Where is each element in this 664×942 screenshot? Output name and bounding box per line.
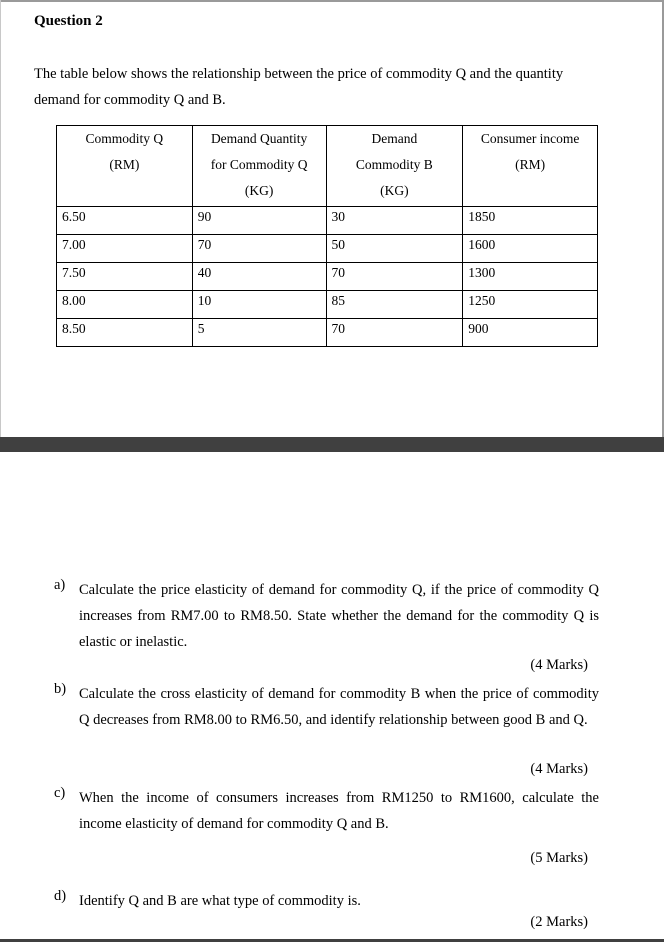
marks-d: (2 Marks) [530,914,588,930]
table-cell: 1850 [463,207,598,235]
table-cell: 90 [192,207,326,235]
table-row [57,263,598,291]
table-row [57,291,598,319]
marks-c: (5 Marks) [530,850,588,866]
question-text: When the income of consumers increases from RM1250 to RM1600, calculate the income elasticity of demand for commodity Q and B. [79,790,599,832]
table-row [57,319,598,347]
page-left-border [0,0,1,440]
header-consumer-income: Consumer income (RM) [463,126,598,207]
table-header-row [57,126,598,207]
question-title: Question 2 [34,13,103,29]
page-top-border [0,0,664,2]
table-cell: 8.50 [57,319,193,347]
table-cell: 40 [192,263,326,291]
table-cell: 1600 [463,235,598,263]
question-letter: c) [54,785,66,801]
marks-a: (4 Marks) [530,657,588,673]
header-commodity-q-price: Commodity Q (RM) [57,126,193,207]
question-text: Identify Q and B are what type of commodity is. [79,893,361,909]
marks-b: (4 Marks) [530,761,588,777]
header-demand-quantity-q: Demand Quantity for Commodity Q (KG) [192,126,326,207]
question-letter: b) [54,681,67,697]
table-cell: 30 [326,207,463,235]
table-cell: 10 [192,291,326,319]
table-cell: 85 [326,291,463,319]
intro-paragraph: The table below shows the relationship between the price of commodity Q and the quantity demand for commodity Q and B. [34,66,564,108]
page-break-bar [0,437,664,452]
table-cell: 70 [192,235,326,263]
question-text: Calculate the cross elasticity of demand for commodity B when the price of commodity Q decreases from RM8.00 to RM6.50, and identify relationship between good B and Q. [79,686,599,728]
table-cell: 900 [463,319,598,347]
price-demand-table [56,125,598,347]
table-cell: 1250 [463,291,598,319]
table-cell: 1300 [463,263,598,291]
table-cell: 70 [326,263,463,291]
table-cell: 7.50 [57,263,193,291]
table-cell: 7.00 [57,235,193,263]
table-row [57,235,598,263]
question-letter: d) [54,888,67,904]
table-cell: 6.50 [57,207,193,235]
table-cell: 50 [326,235,463,263]
question-text: Calculate the price elasticity of demand for commodity Q, if the price of commodity Q increases from RM7.00 to RM8.50. State whether the demand for the commodity Q is elastic or inelastic. [79,582,599,650]
table-cell: 8.00 [57,291,193,319]
table-row [57,207,598,235]
table-cell: 5 [192,319,326,347]
header-demand-commodity-b: Demand Commodity B (KG) [326,126,463,207]
table-cell: 70 [326,319,463,347]
question-letter: a) [54,577,66,593]
